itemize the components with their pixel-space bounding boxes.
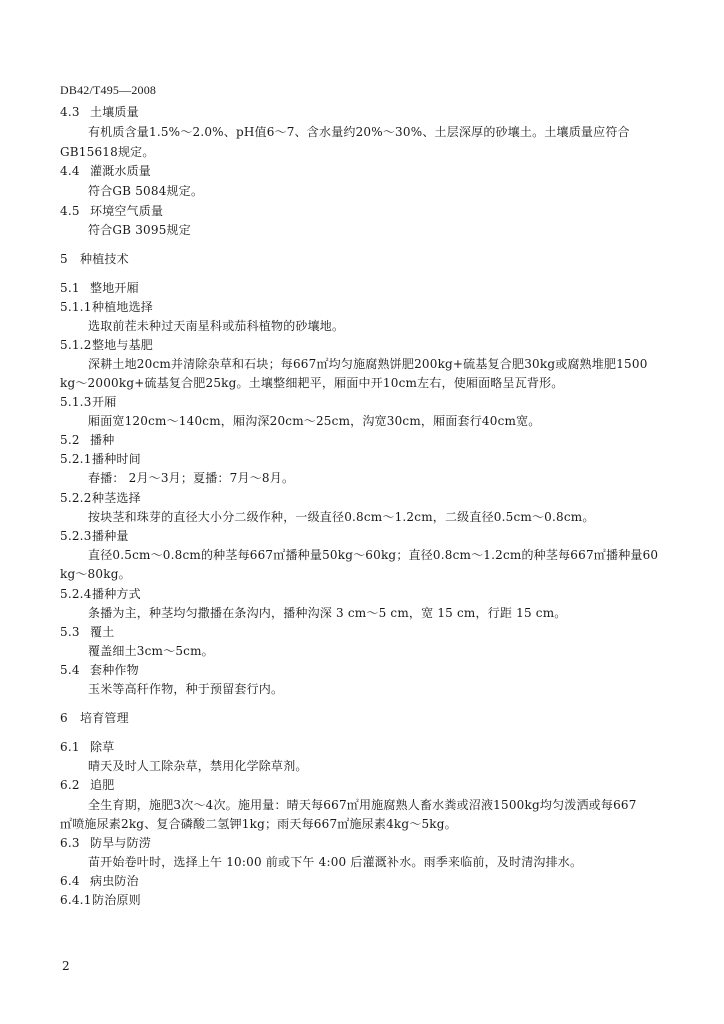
section-number: 6 [60, 711, 68, 725]
clause-title: 灌溉水质量 [90, 164, 152, 178]
subclause-heading [60, 299, 153, 315]
page-number: 2 [62, 959, 70, 973]
clause-number: 5.1.2 [60, 338, 92, 352]
paragraph-line: 有机质含量1.5%～2.0%、pH值6～7、含水量约20%～30%、土层深厚的砂壤土。土壤质量应符合 [88, 125, 630, 139]
subclause-heading [60, 490, 141, 506]
clause-heading [60, 835, 151, 851]
clause-number: 5.1.1 [60, 300, 92, 314]
clause-number: 4.4 [60, 164, 80, 178]
clause-title: 除草 [90, 740, 115, 754]
clause-heading [60, 432, 114, 448]
clause-number: 4.3 [60, 105, 80, 119]
clause-title: 防旱与防涝 [90, 836, 152, 850]
clause-number: 5.2.4 [60, 587, 92, 601]
paragraph-line: 条播为主，种茎均匀撒播在条沟内，播种沟深 3 cm～5 cm，宽 15 cm，行距 15 cm。 [88, 606, 567, 620]
clause-number: 6.1 [60, 740, 80, 754]
clause-title: 覆土 [90, 625, 115, 639]
clause-heading [60, 624, 114, 640]
clause-title: 播种方式 [92, 587, 141, 601]
paragraph-line: 符合GB 3095规定 [88, 223, 191, 237]
paragraph-line: 深耕土地20cm并清除杂草和石块；每667㎡均匀施腐熟饼肥200kg+硫基复合肥30kg或腐熟堆肥1500 [88, 357, 648, 371]
paragraph-line: 按块茎和珠芽的直径大小分二级作种，一级直径0.8cm～1.2cm，二级直径0.5cm～0.8cm。 [88, 510, 595, 524]
paragraph-line: 全生育期，施肥3次～4次。施用量：晴天每667㎡用施腐熟人畜水粪或沼液1500kg均匀泼洒或每667 [88, 798, 637, 812]
subclause-heading [60, 586, 141, 602]
subclause-heading [60, 892, 141, 908]
paragraph-line: 春播： 2月～3月；夏播：7月～8月。 [88, 471, 295, 485]
section-title: 培育管理 [80, 711, 129, 725]
section-heading [60, 251, 129, 267]
clause-number: 6.4 [60, 874, 80, 888]
clause-heading [60, 662, 139, 678]
clause-heading [60, 777, 114, 793]
section-number: 5 [60, 252, 68, 266]
subclause-heading [60, 451, 141, 467]
paragraph-line: 覆盖细土3cm～5cm。 [88, 644, 214, 658]
clause-heading [60, 203, 163, 219]
clause-number: 5.2.2 [60, 491, 92, 505]
paragraph-line: 晴天及时人工除杂草，禁用化学除草剂。 [88, 759, 308, 773]
clause-number: 5.2.1 [60, 452, 92, 466]
clause-number: 5.1.3 [60, 395, 92, 409]
clause-title: 土壤质量 [90, 105, 139, 119]
subclause-heading [60, 337, 153, 353]
clause-title: 防治原则 [92, 893, 141, 907]
clause-title: 病虫防治 [90, 874, 139, 888]
clause-title: 播种时间 [92, 452, 141, 466]
paragraph-line: 符合GB 5084规定。 [88, 184, 204, 198]
clause-title: 播种量 [92, 529, 129, 543]
section-heading [60, 710, 129, 726]
paragraph-line: 直径0.5cm～0.8cm的种茎每667㎡播种量50kg～60kg；直径0.8cm～1.2cm的种茎每667㎡播种量60 [88, 548, 659, 562]
clause-number: 5.4 [60, 663, 80, 677]
clause-number: 5.3 [60, 625, 80, 639]
clause-number: 6.3 [60, 836, 80, 850]
clause-title: 种植地选择 [92, 300, 154, 314]
clause-title: 追肥 [90, 778, 115, 792]
clause-title: 整地与基肥 [92, 338, 154, 352]
clause-heading [60, 739, 114, 755]
subclause-heading [60, 528, 129, 544]
paragraph-line: 玉米等高秆作物，种于预留套行内。 [88, 682, 284, 696]
paragraph-line: kg～2000kg+硫基复合肥25kg。土壤整细耙平，厢面中开10cm左右，使厢面略呈瓦背形。 [60, 376, 564, 390]
clause-number: 4.5 [60, 204, 80, 218]
paragraph-line: kg～80kg。 [60, 567, 131, 581]
clause-number: 5.2.3 [60, 529, 92, 543]
clause-title: 环境空气质量 [90, 204, 164, 218]
clause-title: 开厢 [92, 395, 117, 409]
paragraph-line: 苗开始卷叶时，选择上午 10:00 前或下午 4:00 后灌溉补水。雨季来临前，及时清沟排水。 [88, 855, 583, 869]
clause-number: 6.4.1 [60, 893, 92, 907]
paragraph-line: ㎡喷施尿素2kg、复合磷酸二氢钾1kg；雨天每667㎡施尿素4kg～5kg。 [60, 817, 457, 831]
clause-title: 套种作物 [90, 663, 139, 677]
clause-heading [60, 280, 139, 296]
document-code: DB42/T495—2008 [60, 83, 157, 97]
clause-title: 种茎选择 [92, 491, 141, 505]
subclause-heading [60, 394, 116, 410]
clause-heading [60, 163, 151, 179]
clause-heading [60, 873, 139, 889]
section-title: 种植技术 [80, 252, 129, 266]
paragraph-line: 选取前茬未种过天南星科或茄科植物的砂壤地。 [88, 319, 345, 333]
paragraph-line: 厢面宽120cm～140cm，厢沟深20cm～25cm，沟宽30cm，厢面套行40cm宽。 [88, 414, 541, 428]
clause-number: 6.2 [60, 778, 80, 792]
paragraph-line: GB15618规定。 [60, 145, 155, 159]
clause-number: 5.2 [60, 433, 80, 447]
clause-heading [60, 104, 139, 120]
clause-title: 整地开厢 [90, 281, 139, 295]
clause-number: 5.1 [60, 281, 80, 295]
clause-title: 播种 [90, 433, 115, 447]
